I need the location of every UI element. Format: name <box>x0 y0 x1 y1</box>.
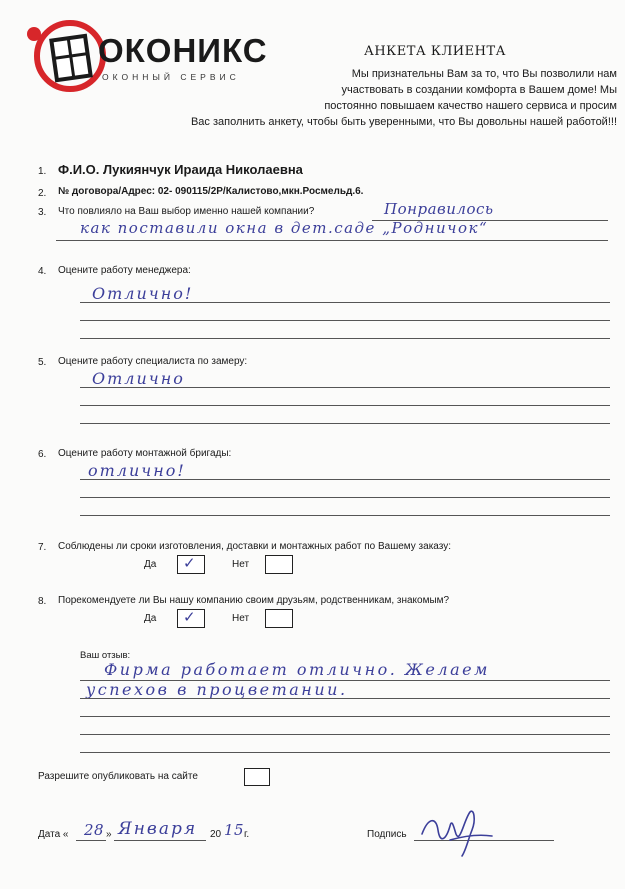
date-label: Дата « <box>38 829 69 840</box>
q5-line-3 <box>80 423 610 424</box>
q7-no-label: Нет <box>232 559 250 570</box>
q4-line-2 <box>80 320 610 321</box>
signature-mark <box>416 800 496 860</box>
handwritten-signature-icon <box>416 800 496 860</box>
q6-answer: отлично! <box>88 461 186 480</box>
date-year-suffix: 15 <box>224 821 245 839</box>
client-name: Ф.И.О. Лукиянчук Ираида Николаевна <box>58 162 303 177</box>
page-title: АНКЕТА КЛИЕНТА <box>364 44 506 59</box>
brand-name: ОКОНИКС <box>98 32 268 69</box>
q4-line-3 <box>80 338 610 339</box>
q1-number: 1. <box>38 166 47 177</box>
review-line-rule-3 <box>80 716 610 717</box>
q4-number: 4. <box>38 266 47 277</box>
q8-yes-mark: ✓ <box>183 608 196 626</box>
q7-yes-label: Да <box>144 559 157 570</box>
q6-line-2 <box>80 497 610 498</box>
q5-line-2 <box>80 405 610 406</box>
publish-checkbox[interactable] <box>244 768 270 786</box>
review-line-rule-2 <box>80 698 610 699</box>
q3-answer-line1: Понравилось <box>384 200 494 218</box>
brand-tagline: ОКОННЫЙ СЕРВИС <box>102 72 240 82</box>
intro-line-4: Вас заполнить анкету, чтобы быть уверенными, что Вы довольны нашей работой!!! <box>190 116 617 128</box>
q3-answer-line2: как поставили окна в дет.саде „Родничок“ <box>80 219 489 237</box>
q7-number: 7. <box>38 542 47 553</box>
review-label: Ваш отзыв: <box>80 650 131 661</box>
q5-answer: Отлично <box>92 369 185 388</box>
signature-label: Подпись <box>367 829 407 840</box>
q6-line-1 <box>80 479 610 480</box>
publish-label: Разрешите опубликовать на сайте <box>38 771 198 782</box>
date-year-end: г. <box>244 829 250 840</box>
q3-number: 3. <box>38 207 47 218</box>
q3-label: Что повлияло на Ваш выбор именно нашей компании? <box>58 206 315 217</box>
review-line-rule-4 <box>80 734 610 735</box>
q5-line-1 <box>80 387 610 388</box>
q6-number: 6. <box>38 449 47 460</box>
q8-label: Порекомендуете ли Вы нашу компанию своим друзьям, родственникам, знакомым? <box>58 595 450 606</box>
q8-number: 8. <box>38 596 47 607</box>
q7-no-checkbox[interactable] <box>265 555 293 574</box>
date-mid: » <box>106 829 112 840</box>
date-day: 28 <box>84 821 105 839</box>
intro-line-2: участвовать в создании комфорта в Вашем доме! Мы <box>341 84 617 96</box>
q4-line-1 <box>80 302 610 303</box>
q8-no-label: Нет <box>232 613 250 624</box>
q7-yes-mark: ✓ <box>183 554 196 572</box>
q5-number: 5. <box>38 357 47 368</box>
intro-line-3: постоянно повышаем качество нашего сервиса и просим <box>324 100 617 112</box>
q4-label: Оцените работу менеджера: <box>58 265 191 276</box>
review-line-2: успехов в процветании. <box>86 680 348 699</box>
date-month-line <box>114 840 206 841</box>
q2-number: 2. <box>38 188 47 199</box>
review-line-rule-5 <box>80 752 610 753</box>
q6-label: Оцените работу монтажной бригады: <box>58 448 232 459</box>
q6-line-3 <box>80 515 610 516</box>
q7-label: Соблюдены ли сроки изготовления, доставки и монтажных работ по Вашему заказу: <box>58 541 451 552</box>
q8-yes-label: Да <box>144 613 157 624</box>
contract-address: № договора/Адрес: 02- 090115/2Р/Калистово,мкн.Росмельд.6. <box>58 186 364 197</box>
q8-no-checkbox[interactable] <box>265 609 293 628</box>
q5-label: Оцените работу специалиста по замеру: <box>58 356 248 367</box>
intro-line-1: Мы признательны Вам за то, что Вы позволили нам <box>351 68 617 80</box>
date-day-line <box>76 840 106 841</box>
q3-line-2 <box>56 240 608 241</box>
date-month: Января <box>118 819 198 839</box>
q4-answer: Отлично! <box>92 284 194 303</box>
review-line-1: Фирма работает отлично. Желаем <box>104 660 490 679</box>
intro-text <box>57 66 617 130</box>
date-year-prefix: 20 <box>210 829 222 840</box>
